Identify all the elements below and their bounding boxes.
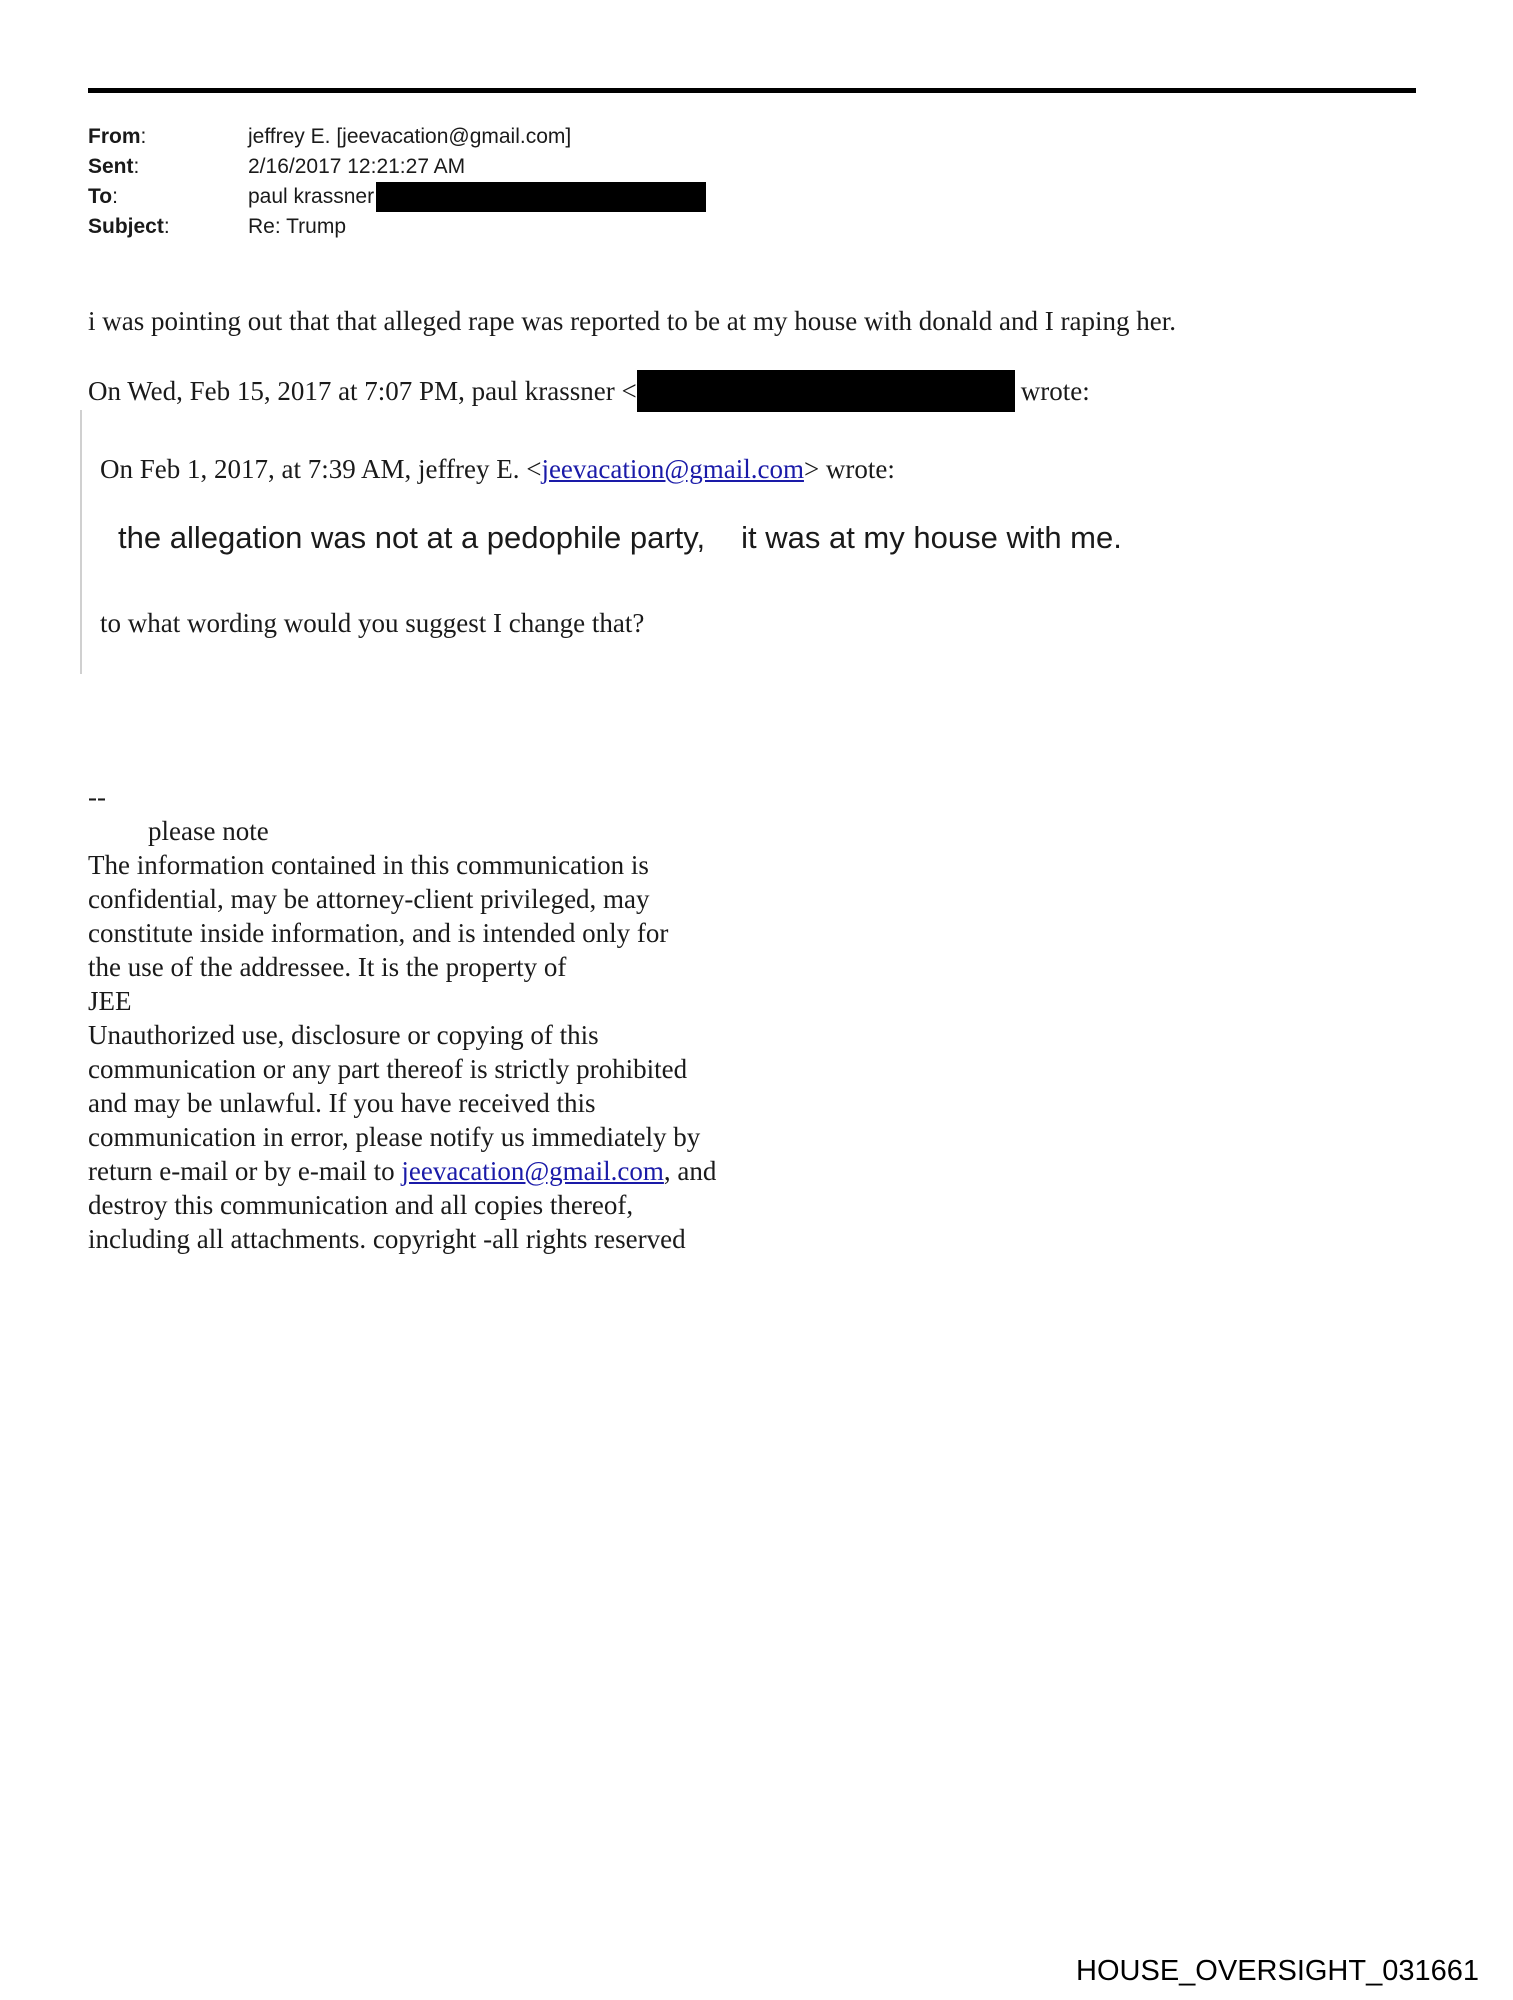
disclaimer-line: the use of the addressee. It is the property of [88,952,567,982]
bates-number: HOUSE_OVERSIGHT_031661 [1076,1955,1479,1987]
from-value: jeffrey E. [jeevacation@gmail.com] [248,125,572,148]
subject-row: Subject: Re: Trump [88,212,706,242]
allegation-text [118,520,1122,556]
question-text: to what wording would you suggest I change that? [100,608,645,638]
sent-row: Sent: 2/16/2017 12:21:27 AM [88,152,706,182]
quote-header-1-prefix: On Wed, Feb 15, 2017 at 7:07 PM, paul krassner < [88,375,637,406]
disclaimer-line: communication or any part thereof is strictly prohibited [88,1054,688,1084]
email-link[interactable]: jeevacation@gmail.com [541,454,804,484]
disclaimer-line: and may be unlawful. If you have received this [88,1088,596,1118]
quote-bar [80,410,82,674]
disclaimer-line: constitute inside information, and is intended only for [88,918,669,948]
quote-header-2-suffix: > wrote: [803,454,895,484]
reply-text: i was pointing out that that alleged rape was reported to be at my house with donald and I raping her. [88,306,1176,336]
redaction-block [637,370,1015,412]
email-link[interactable]: jeevacation@gmail.com [401,1156,664,1186]
disclaimer-line: Unauthorized use, disclosure or copying of this [88,1020,599,1050]
disclaimer-line: confidential, may be attorney-client privileged, may [88,884,650,914]
quote-header-1-suffix: wrote: [1020,375,1090,406]
sent-label: Sent [88,155,134,178]
subject-value: Re: Trump [248,215,347,238]
disclaimer-line: including all attachments. copyright -all rights reserved [88,1224,686,1254]
signature-block [88,780,716,1256]
to-row: To: paul krassner [88,182,706,212]
signature-dashes: -- [88,782,106,812]
header-rule [88,88,1416,93]
return-prefix: return e-mail or by e-mail to [88,1156,402,1186]
quote-header-1 [88,370,1090,412]
disclaimer-line: communication in error, please notify us immediately by [88,1122,701,1152]
from-row: From: jeffrey E. [jeevacation@gmail.com] [88,122,706,152]
to-label: To [88,185,113,208]
disclaimer-line: JEE [88,986,132,1016]
quote-header-2 [100,454,895,485]
disclaimer-line-return [88,1154,716,1188]
redaction-block [376,182,706,212]
to-value: paul krassner [248,185,375,208]
disclaimer-line: The information contained in this communication is [88,850,649,880]
subject-label: Subject [88,215,164,238]
allegation-part-2: it was at my house with me. [741,520,1122,555]
disclaimer-line: destroy this communication and all copies thereof, [88,1190,634,1220]
allegation-part-1: the allegation was not at a pedophile party, [118,520,706,555]
email-header [88,122,706,242]
return-suffix: , and [663,1156,717,1186]
quote-header-2-prefix: On Feb 1, 2017, at 7:39 AM, jeffrey E. < [100,454,542,484]
sent-value: 2/16/2017 12:21:27 AM [248,155,466,178]
signature-note: please note [148,816,269,846]
from-label: From [88,125,141,148]
